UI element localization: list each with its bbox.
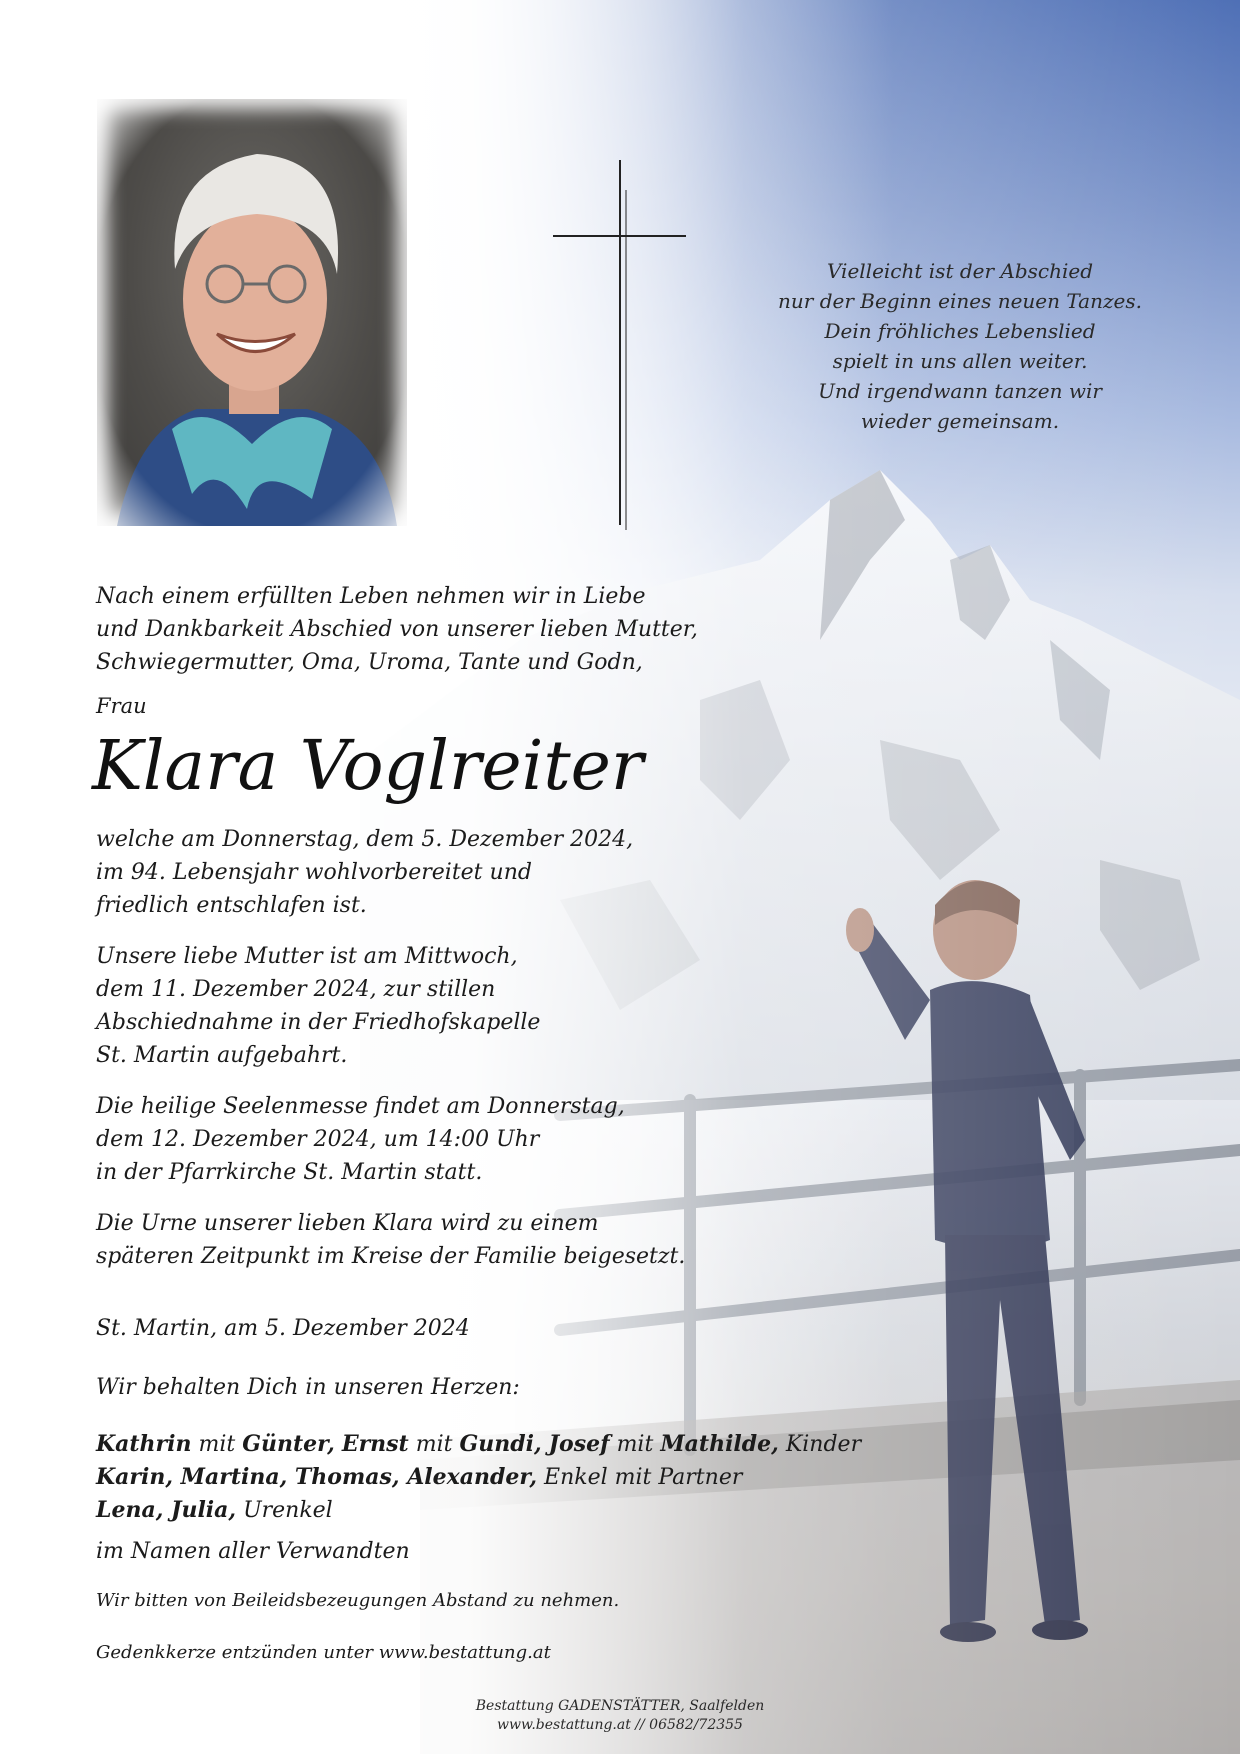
family-children: Kathrin mit Günter, Ernst mit Gundi, Josef mit Mathilde, Kinder: [96, 1431, 862, 1457]
intro-line: und Dankbarkeit Abschied von unserer lieben Mutter,: [96, 617, 698, 642]
poem-line: spielt in uns allen weiter.: [832, 349, 1088, 373]
cross-icon: [550, 160, 690, 530]
candle-note: Gedenkkerze entzünden unter www.bestattung.at: [96, 1642, 551, 1663]
urn-line: späteren Zeitpunkt im Kreise der Familie beigesetzt.: [96, 1244, 686, 1269]
viewing-line: dem 11. Dezember 2024, zur stillen: [96, 977, 496, 1002]
place-date: St. Martin, am 5. Dezember 2024: [96, 1316, 470, 1341]
memorial-poem: [760, 256, 1160, 436]
footer-contact: www.bestattung.at // 06582/72355: [497, 1717, 743, 1733]
death-notice-line: friedlich entschlafen ist.: [96, 893, 367, 918]
mass-line: in der Pfarrkirche St. Martin statt.: [96, 1160, 483, 1185]
mass-line: dem 12. Dezember 2024, um 14:00 Uhr: [96, 1127, 540, 1152]
poem-line: nur der Beginn eines neuen Tanzes.: [778, 289, 1142, 313]
intro-line: Nach einem erfüllten Leben nehmen wir in Liebe: [96, 584, 646, 609]
funeral-home-footer: [430, 1697, 810, 1735]
urn-line: Die Urne unserer lieben Klara wird zu einem: [96, 1211, 599, 1236]
family-list: [96, 1428, 861, 1568]
condolence-note: Wir bitten von Beileidsbezeugungen Abstand zu nehmen.: [96, 1590, 620, 1611]
urn-paragraph: [96, 1207, 685, 1273]
family-grandchildren: Karin, Martina, Thomas, Alexander, Enkel mit Partner: [96, 1464, 743, 1490]
mass-paragraph: [96, 1090, 625, 1189]
hearts-line: Wir behalten Dich in unseren Herzen:: [96, 1375, 520, 1400]
poem-line: Und irgendwann tanzen wir: [818, 379, 1102, 403]
mass-line: Die heilige Seelenmesse findet am Donnerstag,: [96, 1094, 625, 1119]
poem-line: Dein fröhliches Lebenslied: [824, 319, 1096, 343]
portrait-photo: [97, 99, 407, 526]
viewing-line: St. Martin aufgebahrt.: [96, 1043, 348, 1068]
deceased-name: Klara Voglreiter: [92, 727, 644, 806]
footer-company: Bestattung GADENSTÄTTER, Saalfelden: [475, 1698, 765, 1714]
poem-line: wieder gemeinsam.: [860, 409, 1060, 433]
death-notice-paragraph: [96, 823, 633, 922]
death-notice-line: im 94. Lebensjahr wohlvorbereitet und: [96, 860, 532, 885]
viewing-line: Unsere liebe Mutter ist am Mittwoch,: [96, 944, 518, 969]
salutation: Frau: [96, 694, 147, 718]
family-great-grandchildren: Lena, Julia, Urenkel: [96, 1497, 333, 1523]
death-notice-line: welche am Donnerstag, dem 5. Dezember 2024,: [96, 827, 634, 852]
viewing-line: Abschiednahme in der Friedhofskapelle: [96, 1010, 541, 1035]
intro-line: Schwiegermutter, Oma, Uroma, Tante und Godn,: [96, 650, 643, 675]
poem-line: Vielleicht ist der Abschied: [826, 259, 1094, 283]
intro-paragraph: [96, 580, 698, 679]
viewing-paragraph: [96, 940, 540, 1072]
family-relatives: im Namen aller Verwandten: [96, 1539, 410, 1564]
